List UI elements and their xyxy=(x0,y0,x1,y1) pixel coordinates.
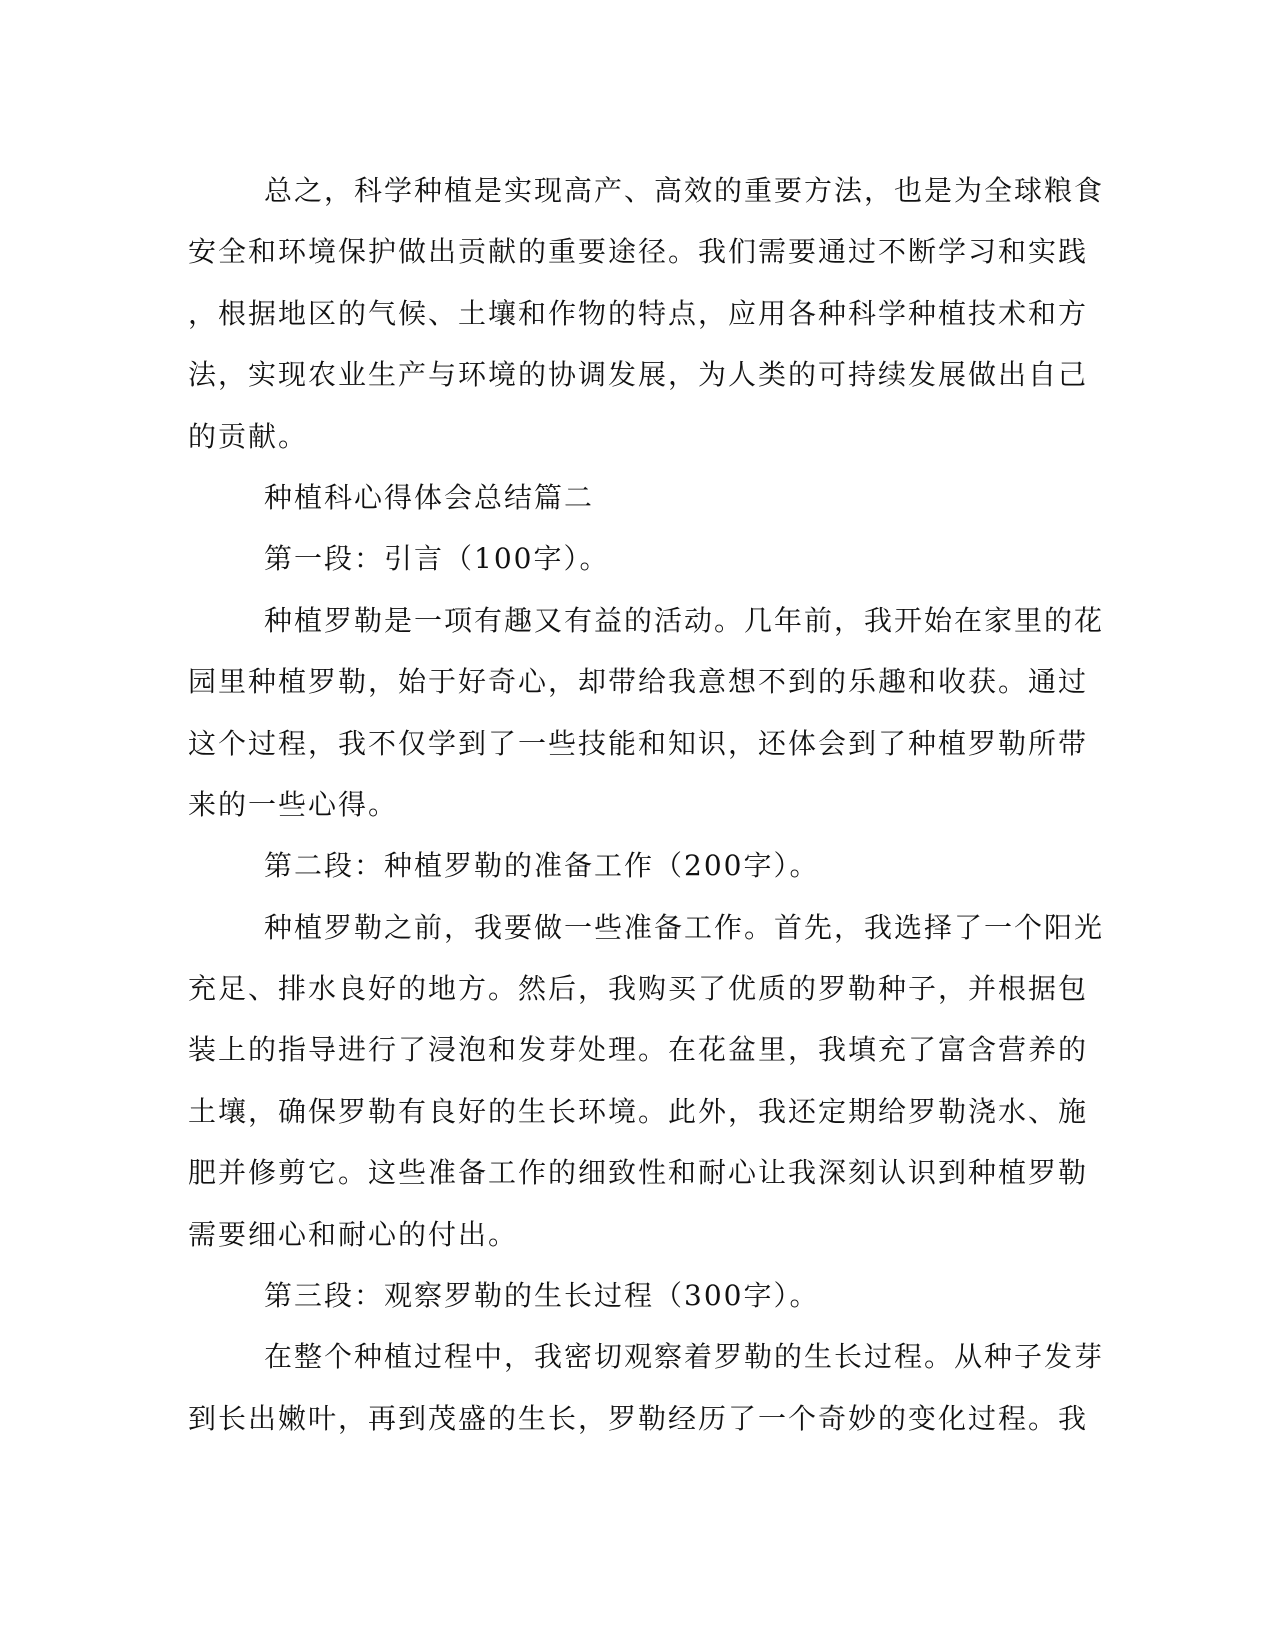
body-line: 装上的指导进行了浸泡和发芽处理。在花盆里，我填充了富含营养的 xyxy=(188,1033,1089,1067)
body-line: 安全和环境保护做出贡献的重要途径。我们需要通过不断学习和实践 xyxy=(188,235,1089,269)
body-line: 在整个种植过程中，我密切观察着罗勒的生长过程。从种子发芽 xyxy=(264,1340,1105,1374)
body-line: 园里种植罗勒，始于好奇心，却带给我意想不到的乐趣和收获。通过 xyxy=(188,665,1089,699)
body-line: 肥并修剪它。这些准备工作的细致性和耐心让我深刻认识到种植罗勒 xyxy=(188,1156,1089,1190)
body-line: 这个过程，我不仅学到了一些技能和知识，还体会到了种植罗勒所带 xyxy=(188,726,1089,760)
document-body xyxy=(188,160,1105,1449)
body-line: 种植罗勒之前，我要做一些准备工作。首先，我选择了一个阳光 xyxy=(264,910,1105,944)
body-line: 的贡献。 xyxy=(188,419,309,453)
body-line: 来的一些心得。 xyxy=(188,787,399,821)
paragraph-heading: 第三段：观察罗勒的生长过程（300字）。 xyxy=(264,1279,820,1313)
body-line: 土壤，确保罗勒有良好的生长环境。此外，我还定期给罗勒浇水、施 xyxy=(188,1094,1089,1128)
body-line: 法，实现农业生产与环境的协调发展，为人类的可持续发展做出自己 xyxy=(188,358,1089,392)
body-line: 需要细心和耐心的付出。 xyxy=(188,1217,519,1251)
body-line: 充足、排水良好的地方。然后，我购买了优质的罗勒种子，并根据包 xyxy=(188,972,1089,1006)
body-line: 种植罗勒是一项有趣又有益的活动。几年前，我开始在家里的花 xyxy=(264,603,1105,637)
body-line: 总之，科学种植是实现高产、高效的重要方法，也是为全球粮食 xyxy=(264,174,1105,207)
body-line: 到长出嫩叶，再到茂盛的生长，罗勒经历了一个奇妙的变化过程。我 xyxy=(188,1401,1089,1435)
section-title: 种植科心得体会总结篇二 xyxy=(264,480,595,514)
paragraph-heading: 第一段：引言（100字）。 xyxy=(264,542,610,576)
paragraph-heading: 第二段：种植罗勒的准备工作（200字）。 xyxy=(264,849,820,883)
body-line: ，根据地区的气候、土壤和作物的特点，应用各种科学种植技术和方 xyxy=(188,296,1089,330)
